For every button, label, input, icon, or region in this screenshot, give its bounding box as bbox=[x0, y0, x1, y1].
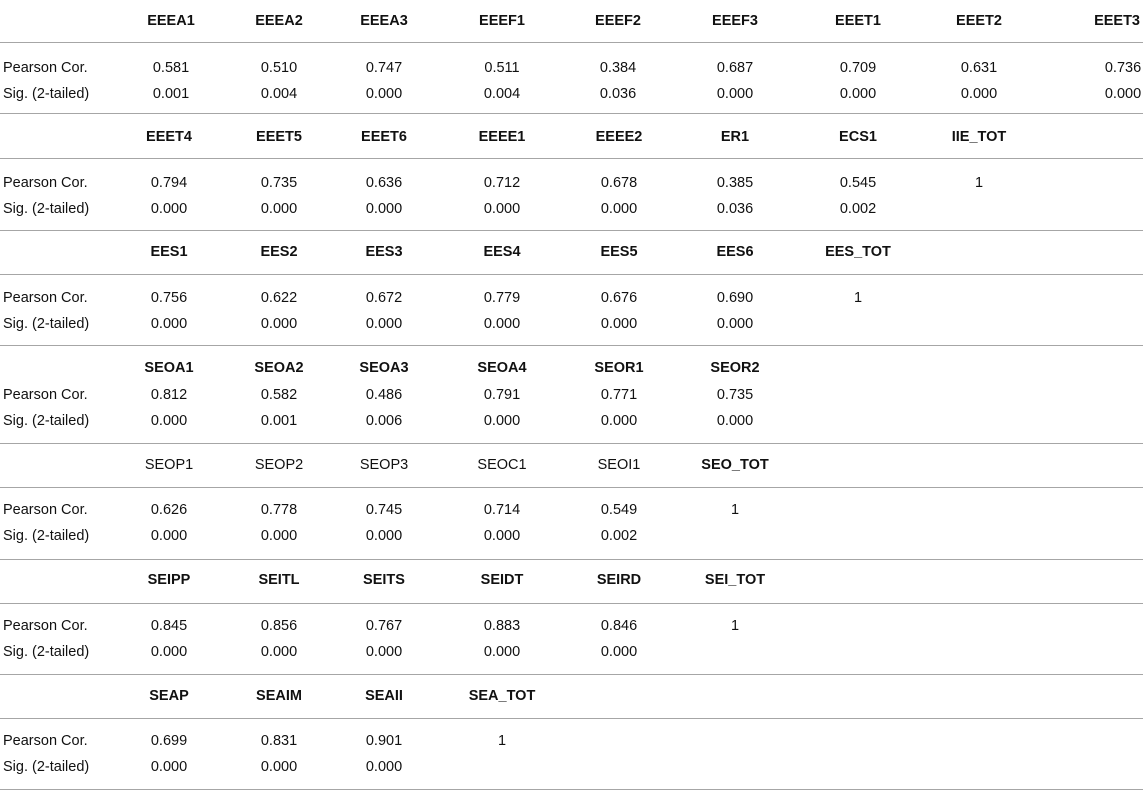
sig-value: 0.000 bbox=[365, 201, 403, 217]
column-header: EES3 bbox=[365, 244, 403, 260]
sig-value: 0.036 bbox=[599, 86, 637, 102]
column-header: EES1 bbox=[150, 244, 188, 260]
table-divider bbox=[0, 274, 1143, 275]
column-header: EEET1 bbox=[835, 13, 881, 29]
row-label-pearson: Pearson Cor. bbox=[3, 733, 88, 749]
table-divider bbox=[0, 487, 1143, 488]
sig-value: 0.000 bbox=[839, 86, 877, 102]
pearson-value: 0.486 bbox=[365, 387, 403, 403]
pearson-value: 0.747 bbox=[365, 60, 403, 76]
pearson-value: 0.831 bbox=[260, 733, 298, 749]
sig-value: 0.000 bbox=[365, 316, 403, 332]
column-header: SEIDT bbox=[480, 572, 524, 588]
row-label-pearson: Pearson Cor. bbox=[3, 502, 88, 518]
pearson-value: 0.678 bbox=[600, 175, 638, 191]
pearson-value: 0.736 bbox=[1104, 60, 1142, 76]
column-header: EES5 bbox=[600, 244, 638, 260]
column-header: IIE_TOT bbox=[951, 129, 1007, 145]
sig-value: 0.002 bbox=[600, 528, 638, 544]
sig-value: 0.000 bbox=[150, 201, 188, 217]
sig-value: 0.000 bbox=[365, 644, 403, 660]
table-divider bbox=[0, 443, 1143, 444]
column-header: EEEE1 bbox=[478, 129, 526, 145]
column-header: EES4 bbox=[483, 244, 521, 260]
pearson-value: 0.771 bbox=[600, 387, 638, 403]
pearson-value: 0.582 bbox=[260, 387, 298, 403]
pearson-value: 0.384 bbox=[599, 60, 637, 76]
pearson-value: 0.676 bbox=[600, 290, 638, 306]
column-header: SEOA1 bbox=[144, 360, 194, 376]
pearson-value: 0.672 bbox=[365, 290, 403, 306]
sig-value: 0.000 bbox=[365, 86, 403, 102]
table-divider bbox=[0, 230, 1143, 231]
sig-value: 0.000 bbox=[483, 413, 521, 429]
sig-value: 0.000 bbox=[260, 644, 298, 660]
pearson-value: 1 bbox=[497, 733, 507, 749]
pearson-value: 0.778 bbox=[260, 502, 298, 518]
column-header: EEET3 bbox=[1094, 13, 1140, 29]
column-header: EEEF2 bbox=[595, 13, 641, 29]
column-header: EEEA1 bbox=[147, 13, 195, 29]
pearson-value: 0.510 bbox=[260, 60, 298, 76]
sig-value: 0.004 bbox=[483, 86, 521, 102]
column-header: SEO_TOT bbox=[701, 457, 769, 473]
pearson-value: 1 bbox=[730, 502, 740, 518]
sig-value: 0.000 bbox=[600, 644, 638, 660]
sig-value: 0.000 bbox=[483, 528, 521, 544]
pearson-value: 0.856 bbox=[260, 618, 298, 634]
pearson-value: 0.901 bbox=[365, 733, 403, 749]
column-header: SEOA2 bbox=[254, 360, 304, 376]
table-divider bbox=[0, 345, 1143, 346]
pearson-value: 0.767 bbox=[365, 618, 403, 634]
pearson-value: 0.735 bbox=[716, 387, 754, 403]
row-label-pearson: Pearson Cor. bbox=[3, 175, 88, 191]
pearson-value: 0.745 bbox=[365, 502, 403, 518]
column-header: ECS1 bbox=[839, 129, 877, 145]
pearson-value: 0.756 bbox=[150, 290, 188, 306]
column-header: EEEE2 bbox=[595, 129, 643, 145]
sig-value: 0.000 bbox=[150, 316, 188, 332]
row-label-pearson: Pearson Cor. bbox=[3, 387, 88, 403]
sig-value: 0.001 bbox=[260, 413, 298, 429]
pearson-value: 0.779 bbox=[483, 290, 521, 306]
sig-value: 0.000 bbox=[600, 201, 638, 217]
pearson-value: 0.791 bbox=[483, 387, 521, 403]
pearson-value: 0.735 bbox=[260, 175, 298, 191]
column-header: SEAIM bbox=[256, 688, 302, 704]
table-divider bbox=[0, 718, 1143, 719]
pearson-value: 0.545 bbox=[839, 175, 877, 191]
column-header: SEOP2 bbox=[254, 457, 304, 473]
sig-value: 0.000 bbox=[150, 528, 188, 544]
sig-value: 0.000 bbox=[483, 316, 521, 332]
column-header: SEOP1 bbox=[144, 457, 194, 473]
column-header: SEAP bbox=[149, 688, 189, 704]
pearson-value: 0.511 bbox=[484, 60, 520, 76]
sig-value: 0.000 bbox=[600, 413, 638, 429]
row-label-sig: Sig. (2-tailed) bbox=[3, 528, 90, 544]
sig-value: 0.000 bbox=[365, 759, 403, 775]
pearson-value: 0.699 bbox=[150, 733, 188, 749]
row-label-pearson: Pearson Cor. bbox=[3, 618, 88, 634]
column-header: EES2 bbox=[260, 244, 298, 260]
table-divider bbox=[0, 674, 1143, 675]
pearson-value: 0.549 bbox=[600, 502, 638, 518]
column-header: EEEF3 bbox=[712, 13, 758, 29]
pearson-value: 0.709 bbox=[839, 60, 877, 76]
row-label-sig: Sig. (2-tailed) bbox=[3, 759, 90, 775]
pearson-value: 0.846 bbox=[600, 618, 638, 634]
sig-value: 0.000 bbox=[600, 316, 638, 332]
column-header: SEOR1 bbox=[594, 360, 644, 376]
sig-value: 0.000 bbox=[150, 644, 188, 660]
sig-value: 0.000 bbox=[260, 316, 298, 332]
table-divider bbox=[0, 559, 1143, 560]
pearson-value: 1 bbox=[853, 290, 863, 306]
sig-value: 0.000 bbox=[716, 413, 754, 429]
pearson-value: 0.690 bbox=[716, 290, 754, 306]
sig-value: 0.002 bbox=[839, 201, 877, 217]
column-header: SEITL bbox=[258, 572, 300, 588]
sig-value: 0.001 bbox=[152, 86, 190, 102]
row-label-pearson: Pearson Cor. bbox=[3, 290, 88, 306]
sig-value: 0.000 bbox=[483, 644, 521, 660]
sig-value: 0.000 bbox=[150, 413, 188, 429]
pearson-value: 0.845 bbox=[150, 618, 188, 634]
pearson-value: 0.636 bbox=[365, 175, 403, 191]
pearson-value: 0.714 bbox=[483, 502, 521, 518]
pearson-value: 0.622 bbox=[260, 290, 298, 306]
pearson-value: 0.883 bbox=[483, 618, 521, 634]
sig-value: 0.000 bbox=[365, 528, 403, 544]
table-divider bbox=[0, 42, 1143, 43]
sig-value: 0.000 bbox=[716, 86, 754, 102]
column-header: SEA_TOT bbox=[468, 688, 536, 704]
row-label-pearson: Pearson Cor. bbox=[3, 60, 88, 76]
pearson-value: 1 bbox=[974, 175, 984, 191]
table-divider bbox=[0, 603, 1143, 604]
column-header: EEEA3 bbox=[360, 13, 408, 29]
pearson-value: 1 bbox=[730, 618, 740, 634]
pearson-value: 0.581 bbox=[152, 60, 190, 76]
column-header: EEEA2 bbox=[255, 13, 303, 29]
column-header: SEOR2 bbox=[710, 360, 760, 376]
row-label-sig: Sig. (2-tailed) bbox=[3, 413, 90, 429]
pearson-value: 0.812 bbox=[150, 387, 188, 403]
row-label-sig: Sig. (2-tailed) bbox=[3, 201, 90, 217]
pearson-value: 0.631 bbox=[960, 60, 998, 76]
pearson-value: 0.626 bbox=[150, 502, 188, 518]
row-label-sig: Sig. (2-tailed) bbox=[3, 86, 90, 102]
pearson-value: 0.687 bbox=[716, 60, 754, 76]
sig-value: 0.000 bbox=[260, 759, 298, 775]
column-header: SEI_TOT bbox=[704, 572, 766, 588]
sig-value: 0.036 bbox=[716, 201, 754, 217]
sig-value: 0.000 bbox=[960, 86, 998, 102]
column-header: SEOA3 bbox=[359, 360, 409, 376]
column-header: SEIPP bbox=[147, 572, 191, 588]
sig-value: 0.004 bbox=[260, 86, 298, 102]
row-label-sig: Sig. (2-tailed) bbox=[3, 316, 90, 332]
sig-value: 0.000 bbox=[483, 201, 521, 217]
pearson-value: 0.385 bbox=[716, 175, 754, 191]
column-header: EEET2 bbox=[956, 13, 1002, 29]
row-label-sig: Sig. (2-tailed) bbox=[3, 644, 90, 660]
sig-value: 0.006 bbox=[365, 413, 403, 429]
table-divider bbox=[0, 158, 1143, 159]
column-header: SEAII bbox=[365, 688, 403, 704]
column-header: SEOC1 bbox=[477, 457, 527, 473]
pearson-value: 0.712 bbox=[483, 175, 521, 191]
column-header: EES6 bbox=[716, 244, 754, 260]
column-header: SEOA4 bbox=[477, 360, 527, 376]
column-header: SEIRD bbox=[596, 572, 642, 588]
column-header: SEOP3 bbox=[359, 457, 409, 473]
column-header: EES_TOT bbox=[825, 244, 891, 260]
sig-value: 0.000 bbox=[716, 316, 754, 332]
column-header: SEOI1 bbox=[597, 457, 641, 473]
column-header: EEET6 bbox=[361, 129, 407, 145]
column-header: EEET5 bbox=[256, 129, 302, 145]
sig-value: 0.000 bbox=[260, 201, 298, 217]
table-divider bbox=[0, 113, 1143, 114]
column-header: EEET4 bbox=[146, 129, 192, 145]
sig-value: 0.000 bbox=[260, 528, 298, 544]
column-header: SEITS bbox=[363, 572, 405, 588]
column-header: ER1 bbox=[720, 129, 750, 145]
pearson-value: 0.794 bbox=[150, 175, 188, 191]
sig-value: 0.000 bbox=[1104, 86, 1142, 102]
column-header: EEEF1 bbox=[479, 13, 525, 29]
sig-value: 0.000 bbox=[150, 759, 188, 775]
